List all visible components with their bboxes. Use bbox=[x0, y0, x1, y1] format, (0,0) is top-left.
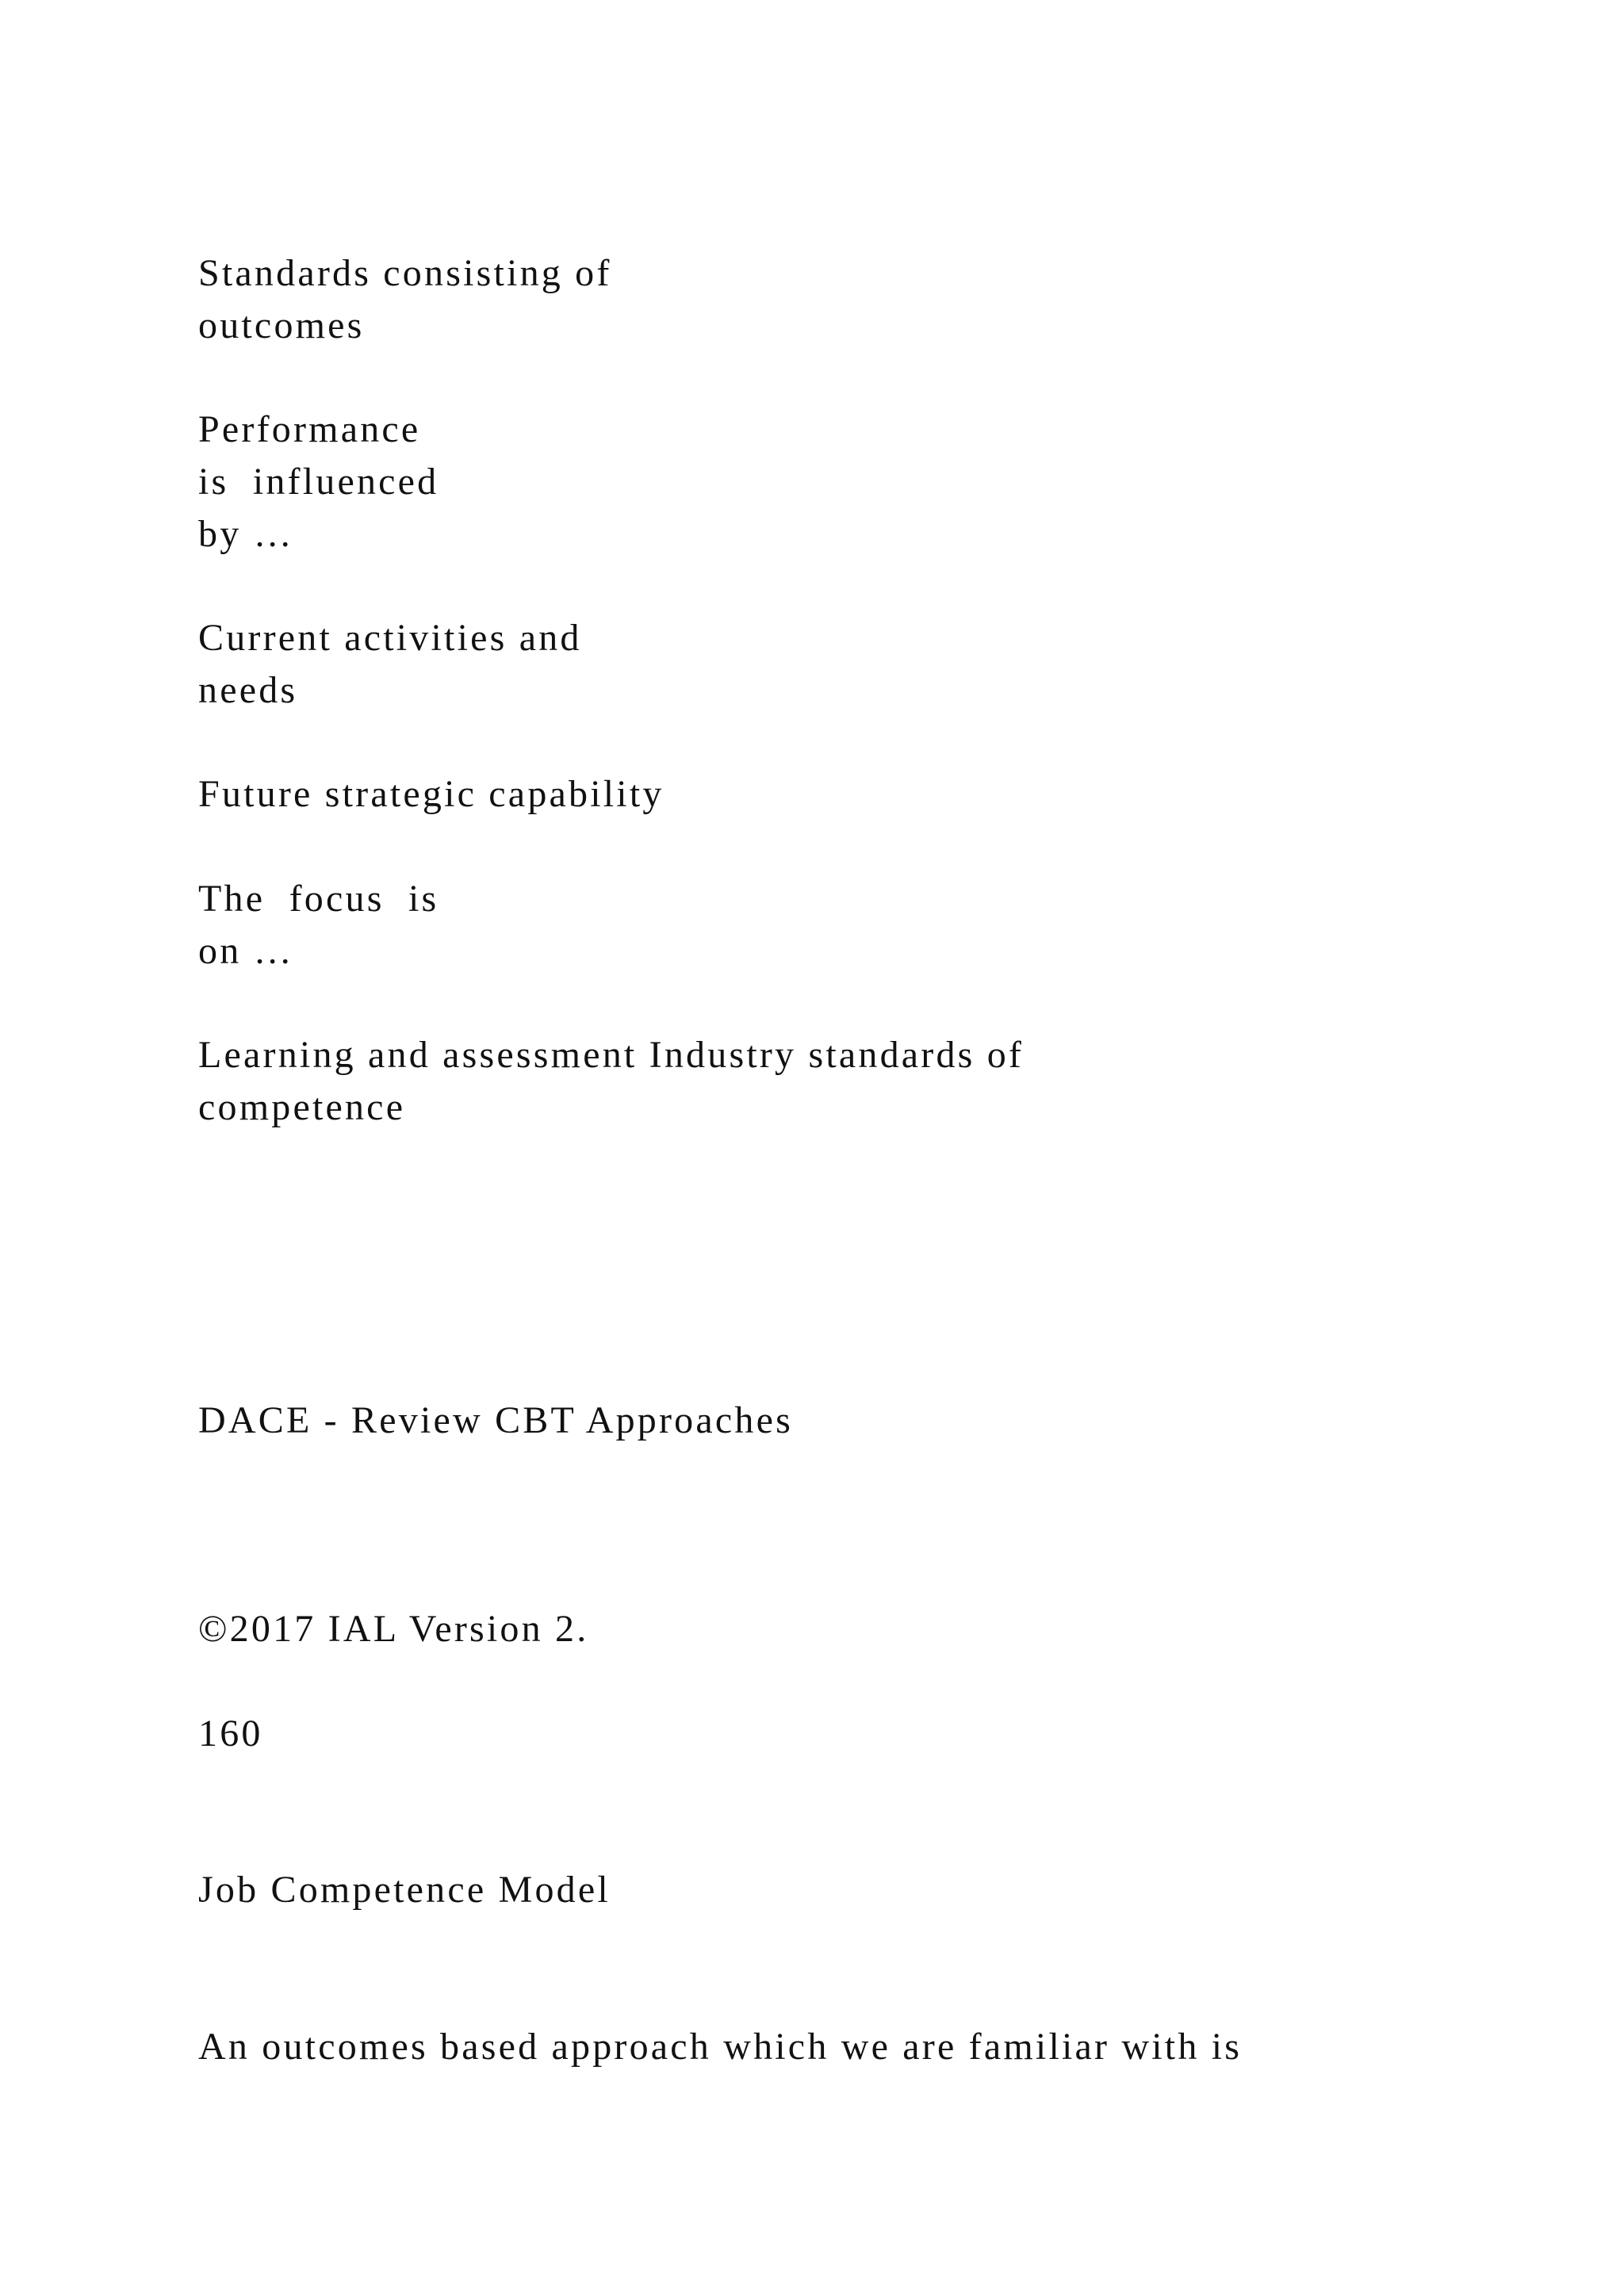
focus-line-2: on … bbox=[198, 930, 294, 972]
performance-line-1: Performance bbox=[198, 408, 421, 450]
standards-line-2: outcomes bbox=[198, 304, 365, 346]
current-line-1: Current activities and bbox=[198, 617, 582, 659]
performance-line-3: by … bbox=[198, 513, 294, 555]
page-number: 160 bbox=[198, 1712, 263, 1755]
performance-line-2: is influenced bbox=[198, 461, 439, 503]
copyright-text: ©2017 IAL Version 2. bbox=[198, 1608, 589, 1650]
section-heading: Job Competence Model bbox=[198, 1869, 611, 1911]
focus-line-1: The focus is bbox=[198, 878, 439, 920]
standards-line-1: Standards consisting of bbox=[198, 252, 612, 294]
learning-line-2: competence bbox=[198, 1086, 406, 1128]
future-line-1: Future strategic capability bbox=[198, 773, 665, 815]
body-text: An outcomes based approach which we are familiar with is bbox=[198, 2026, 1243, 2068]
learning-line-1: Learning and assessment Industry standards of bbox=[198, 1034, 1025, 1076]
current-line-2: needs bbox=[198, 669, 298, 711]
slide-title: DACE - Review CBT Approaches bbox=[198, 1399, 793, 1441]
